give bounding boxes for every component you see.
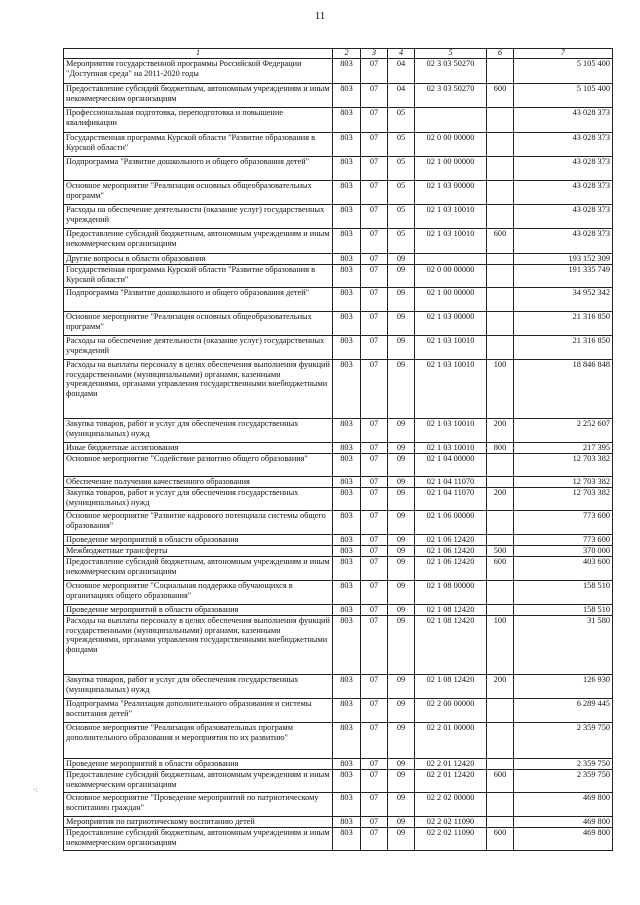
budget-item-name: Расходы на обеспечение деятельности (оказание услуг) государственных учреждений [64, 205, 333, 229]
target-article-code: 02 1 03 10010 [415, 229, 487, 254]
amount: 2 359 750 [514, 759, 613, 770]
subsection-code: 05 [388, 133, 415, 157]
amount: 773 600 [514, 535, 613, 546]
subsection-code: 04 [388, 84, 415, 108]
expense-type-code [487, 793, 514, 817]
grbs-code: 803 [333, 546, 361, 557]
column-number: 1 [64, 49, 333, 59]
subsection-code: 09 [388, 723, 415, 759]
budget-item-name: Предоставление субсидий бюджетным, автономным учреждениям и иным некоммерческим организациям [64, 770, 333, 793]
grbs-code: 803 [333, 254, 361, 265]
budget-item-name: Проведение мероприятий в области образования [64, 605, 333, 616]
subsection-code: 09 [388, 454, 415, 477]
target-article-code: 02 1 04 11070 [415, 488, 487, 511]
amount: 2 359 750 [514, 770, 613, 793]
budget-item-name: Проведение мероприятий в области образования [64, 759, 333, 770]
budget-item-name: Основное мероприятие "Реализация образовательных программ дополнительного образования и мероприятия по их развитию" [64, 723, 333, 759]
amount: 773 600 [514, 511, 613, 535]
table-row [64, 454, 613, 477]
section-code: 07 [361, 157, 388, 181]
amount: 5 105 400 [514, 84, 613, 108]
section-code: 07 [361, 229, 388, 254]
budget-item-name: Государственная программа Курской области "Развитие образования в Курской области" [64, 133, 333, 157]
expense-type-code [487, 817, 514, 828]
section-code: 07 [361, 133, 388, 157]
expense-type-code [487, 699, 514, 723]
expense-type-code [487, 511, 514, 535]
amount: 43 028 373 [514, 157, 613, 181]
expense-type-code [487, 312, 514, 336]
subsection-code: 05 [388, 205, 415, 229]
target-article-code: 02 2 01 00000 [415, 723, 487, 759]
section-code: 07 [361, 443, 388, 454]
target-article-code: 02 1 06 00000 [415, 511, 487, 535]
table-row [64, 477, 613, 488]
amount: 6 289 445 [514, 699, 613, 723]
subsection-code: 09 [388, 488, 415, 511]
column-number: 7 [514, 49, 613, 59]
grbs-code: 803 [333, 759, 361, 770]
section-code: 07 [361, 454, 388, 477]
section-code: 07 [361, 546, 388, 557]
target-article-code: 02 1 00 00000 [415, 157, 487, 181]
grbs-code: 803 [333, 454, 361, 477]
table-body [64, 59, 613, 851]
subsection-code: 09 [388, 759, 415, 770]
grbs-code: 803 [333, 133, 361, 157]
amount: 191 335 749 [514, 265, 613, 288]
expense-type-code [487, 581, 514, 605]
table-row [64, 546, 613, 557]
table-row [64, 108, 613, 133]
target-article-code: 02 0 00 00000 [415, 265, 487, 288]
expense-type-code [487, 477, 514, 488]
subsection-code: 09 [388, 511, 415, 535]
budget-item-name: Другие вопросы в области образования [64, 254, 333, 265]
target-article-code: 02 0 00 00000 [415, 133, 487, 157]
expense-type-code: 100 [487, 616, 514, 675]
grbs-code: 803 [333, 157, 361, 181]
budget-item-name: Межбюджетные трансферты [64, 546, 333, 557]
table-row [64, 581, 613, 605]
section-code: 07 [361, 759, 388, 770]
section-code: 07 [361, 488, 388, 511]
expense-type-code [487, 157, 514, 181]
subsection-code: 09 [388, 443, 415, 454]
amount: 12 703 382 [514, 477, 613, 488]
amount: 126 930 [514, 675, 613, 699]
expense-type-code: 600 [487, 84, 514, 108]
subsection-code: 09 [388, 817, 415, 828]
amount: 193 152 309 [514, 254, 613, 265]
expense-type-code: 600 [487, 557, 514, 581]
grbs-code: 803 [333, 312, 361, 336]
target-article-code: 02 1 04 00000 [415, 454, 487, 477]
grbs-code: 803 [333, 675, 361, 699]
amount: 18 846 848 [514, 360, 613, 419]
subsection-code: 09 [388, 312, 415, 336]
target-article-code: 02 1 03 10010 [415, 205, 487, 229]
amount: 403 600 [514, 557, 613, 581]
amount: 31 580 [514, 616, 613, 675]
subsection-code: 05 [388, 181, 415, 205]
grbs-code: 803 [333, 288, 361, 312]
amount: 43 028 373 [514, 205, 613, 229]
section-code: 07 [361, 84, 388, 108]
expense-type-code [487, 723, 514, 759]
budget-item-name: Основное мероприятие "Социальная поддержка обучающихся в организациях общего образования" [64, 581, 333, 605]
amount: 370 000 [514, 546, 613, 557]
table-row [64, 157, 613, 181]
budget-item-name: Расходы на выплаты персоналу в целях обеспечения выполнения функций государственными (муниципальными) органами, казенными учреждениями, органами управления государственными внебюджетными фондами [64, 616, 333, 675]
expense-type-code [487, 265, 514, 288]
table-row [64, 699, 613, 723]
subsection-code: 09 [388, 699, 415, 723]
grbs-code: 803 [333, 265, 361, 288]
subsection-code: 04 [388, 59, 415, 84]
budget-item-name: Подпрограмма "Реализация дополнительного образования и системы воспитания детей" [64, 699, 333, 723]
section-code: 07 [361, 312, 388, 336]
section-code: 07 [361, 699, 388, 723]
grbs-code: 803 [333, 477, 361, 488]
budget-item-name: Подпрограмма "Развитие дошкольного и общего образования детей" [64, 157, 333, 181]
table-row [64, 265, 613, 288]
expense-type-code [487, 535, 514, 546]
amount: 5 105 400 [514, 59, 613, 84]
expense-type-code [487, 205, 514, 229]
budget-item-name: Предоставление субсидий бюджетным, автономным учреждениям и иным некоммерческим организациям [64, 84, 333, 108]
amount: 43 028 373 [514, 181, 613, 205]
section-code: 07 [361, 477, 388, 488]
target-article-code: 02 2 02 11090 [415, 828, 487, 851]
target-article-code: 02 1 06 12420 [415, 557, 487, 581]
target-article-code: 02 1 04 11070 [415, 477, 487, 488]
section-code: 07 [361, 605, 388, 616]
subsection-code: 09 [388, 265, 415, 288]
budget-item-name: Закупка товаров, работ и услуг для обеспечения государственных (муниципальных) нужд [64, 488, 333, 511]
table-row [64, 828, 613, 851]
target-article-code: 02 1 03 10010 [415, 443, 487, 454]
subsection-code: 05 [388, 108, 415, 133]
budget-item-name: Мероприятия по патриотическому воспитанию детей [64, 817, 333, 828]
subsection-code: 09 [388, 616, 415, 675]
budget-item-name: Расходы на обеспечение деятельности (оказание услуг) государственных учреждений [64, 336, 333, 360]
table-row [64, 419, 613, 443]
subsection-code: 09 [388, 605, 415, 616]
target-article-code: 02 1 03 00000 [415, 181, 487, 205]
budget-item-name: Подпрограмма "Развитие дошкольного и общего образования детей" [64, 288, 333, 312]
amount: 469 800 [514, 793, 613, 817]
grbs-code: 803 [333, 817, 361, 828]
grbs-code: 803 [333, 419, 361, 443]
grbs-code: 803 [333, 616, 361, 675]
grbs-code: 803 [333, 205, 361, 229]
budget-item-name: Основное мероприятие "Проведение мероприятий по патриотическому воспитанию граждан" [64, 793, 333, 817]
expense-type-code [487, 133, 514, 157]
grbs-code: 803 [333, 699, 361, 723]
budget-item-name: Основное мероприятие "Содействие развитию общего образования" [64, 454, 333, 477]
target-article-code: 02 1 08 00000 [415, 581, 487, 605]
target-article-code: 02 1 03 00000 [415, 312, 487, 336]
subsection-code: 09 [388, 546, 415, 557]
table-row [64, 616, 613, 675]
subsection-code: 05 [388, 229, 415, 254]
target-article-code: 02 1 08 12420 [415, 675, 487, 699]
table-row [64, 488, 613, 511]
section-code: 07 [361, 419, 388, 443]
expense-type-code: 600 [487, 770, 514, 793]
subsection-code: 09 [388, 419, 415, 443]
table-row [64, 759, 613, 770]
budget-item-name: Обеспечение получения качественного образования [64, 477, 333, 488]
subsection-code: 09 [388, 581, 415, 605]
section-code: 07 [361, 59, 388, 84]
budget-item-name: Государственная программа Курской области "Развитие образования в Курской области" [64, 265, 333, 288]
target-article-code: 02 1 08 12420 [415, 605, 487, 616]
expense-type-code [487, 759, 514, 770]
grbs-code: 803 [333, 605, 361, 616]
table-row [64, 443, 613, 454]
grbs-code: 803 [333, 535, 361, 546]
target-article-code: 02 3 03 50270 [415, 84, 487, 108]
grbs-code: 803 [333, 59, 361, 84]
table-row [64, 205, 613, 229]
amount: 469 800 [514, 828, 613, 851]
amount: 469 800 [514, 817, 613, 828]
expense-type-code [487, 336, 514, 360]
table-row [64, 229, 613, 254]
amount: 43 028 373 [514, 108, 613, 133]
section-code: 07 [361, 723, 388, 759]
table-row [64, 723, 613, 759]
section-code: 07 [361, 511, 388, 535]
amount: 43 028 373 [514, 133, 613, 157]
grbs-code: 803 [333, 770, 361, 793]
table-row [64, 770, 613, 793]
grbs-code: 803 [333, 488, 361, 511]
expense-type-code: 500 [487, 546, 514, 557]
budget-item-name: Основное мероприятие "Реализация основных общеобразовательных программ" [64, 312, 333, 336]
target-article-code: 02 1 00 00000 [415, 288, 487, 312]
section-code: 07 [361, 181, 388, 205]
target-article-code: 02 2 01 12420 [415, 770, 487, 793]
target-article-code: 02 3 03 50270 [415, 59, 487, 84]
grbs-code: 803 [333, 108, 361, 133]
target-article-code [415, 254, 487, 265]
budget-item-name: Закупка товаров, работ и услуг для обеспечения государственных (муниципальных) нужд [64, 419, 333, 443]
target-article-code: 02 2 00 00000 [415, 699, 487, 723]
expense-type-code: 200 [487, 675, 514, 699]
expense-type-code: 600 [487, 229, 514, 254]
section-code: 07 [361, 360, 388, 419]
table-row [64, 817, 613, 828]
table-row [64, 59, 613, 84]
table-row [64, 535, 613, 546]
section-code: 07 [361, 770, 388, 793]
section-code: 07 [361, 675, 388, 699]
expense-type-code [487, 605, 514, 616]
table-row [64, 254, 613, 265]
grbs-code: 803 [333, 557, 361, 581]
section-code: 07 [361, 581, 388, 605]
subsection-code: 09 [388, 675, 415, 699]
expense-type-code: 200 [487, 419, 514, 443]
expense-type-code [487, 108, 514, 133]
subsection-code: 09 [388, 770, 415, 793]
grbs-code: 803 [333, 229, 361, 254]
section-code: 07 [361, 205, 388, 229]
budget-item-name: Профессиональная подготовка, переподготовка и повышение квалификации [64, 108, 333, 133]
subsection-code: 09 [388, 254, 415, 265]
budget-item-name: Предоставление субсидий бюджетным, автономным учреждениям и иным некоммерческим организациям [64, 828, 333, 851]
grbs-code: 803 [333, 336, 361, 360]
subsection-code: 09 [388, 288, 415, 312]
target-article-code: 02 2 01 12420 [415, 759, 487, 770]
column-number: 5 [415, 49, 487, 59]
grbs-code: 803 [333, 443, 361, 454]
subsection-code: 09 [388, 535, 415, 546]
table-row [64, 605, 613, 616]
amount: 158 510 [514, 605, 613, 616]
table-row [64, 288, 613, 312]
grbs-code: 803 [333, 581, 361, 605]
budget-item-name: Предоставление субсидий бюджетным, автономным учреждениям и иным некоммерческим организациям [64, 229, 333, 254]
target-article-code: 02 1 06 12420 [415, 535, 487, 546]
grbs-code: 803 [333, 723, 361, 759]
expense-type-code: 600 [487, 828, 514, 851]
amount: 43 028 373 [514, 229, 613, 254]
expense-type-code: 800 [487, 443, 514, 454]
amount: 2 359 750 [514, 723, 613, 759]
section-code: 07 [361, 254, 388, 265]
amount: 217 395 [514, 443, 613, 454]
amount: 158 510 [514, 581, 613, 605]
section-code: 07 [361, 288, 388, 312]
table-row [64, 84, 613, 108]
expense-type-code [487, 454, 514, 477]
budget-item-name: Иные бюджетные ассигнования [64, 443, 333, 454]
target-article-code: 02 1 03 10010 [415, 360, 487, 419]
section-code: 07 [361, 336, 388, 360]
table-row [64, 511, 613, 535]
budget-table [63, 48, 613, 851]
amount: 21 316 850 [514, 312, 613, 336]
page-number: 11 [314, 10, 326, 22]
amount: 12 703 382 [514, 454, 613, 477]
budget-item-name: Закупка товаров, работ и услуг для обеспечения государственных (муниципальных) нужд [64, 675, 333, 699]
section-code: 07 [361, 616, 388, 675]
table-row [64, 336, 613, 360]
margin-mark: ·: [33, 786, 38, 794]
budget-item-name: Проведение мероприятий в области образования [64, 535, 333, 546]
target-article-code: 02 1 03 10010 [415, 419, 487, 443]
table-row [64, 133, 613, 157]
section-code: 07 [361, 265, 388, 288]
subsection-code: 09 [388, 828, 415, 851]
grbs-code: 803 [333, 360, 361, 419]
table-row [64, 181, 613, 205]
grbs-code: 803 [333, 181, 361, 205]
grbs-code: 803 [333, 793, 361, 817]
expense-type-code [487, 288, 514, 312]
budget-item-name: Основное мероприятие "Развитие кадрового потенциала системы общего образования" [64, 511, 333, 535]
amount: 12 703 382 [514, 488, 613, 511]
column-number-row [64, 49, 613, 59]
table-row [64, 312, 613, 336]
table-row [64, 557, 613, 581]
column-number: 6 [487, 49, 514, 59]
table-row [64, 360, 613, 419]
subsection-code: 09 [388, 360, 415, 419]
budget-item-name: Основное мероприятие "Реализация основных общеобразовательных программ" [64, 181, 333, 205]
section-code: 07 [361, 817, 388, 828]
expense-type-code [487, 254, 514, 265]
grbs-code: 803 [333, 828, 361, 851]
target-article-code [415, 108, 487, 133]
budget-item-name: Расходы на выплаты персоналу в целях обеспечения выполнения функций государственными (муниципальными) органами, казенными учреждениями, органами управления государственными внебюджетными фондами [64, 360, 333, 419]
grbs-code: 803 [333, 511, 361, 535]
section-code: 07 [361, 793, 388, 817]
column-number: 3 [361, 49, 388, 59]
target-article-code: 02 2 02 00000 [415, 793, 487, 817]
column-number: 4 [388, 49, 415, 59]
target-article-code: 02 1 08 12420 [415, 616, 487, 675]
grbs-code: 803 [333, 84, 361, 108]
table-row [64, 793, 613, 817]
subsection-code: 09 [388, 793, 415, 817]
subsection-code: 05 [388, 157, 415, 181]
expense-type-code [487, 59, 514, 84]
amount: 21 316 850 [514, 336, 613, 360]
budget-item-name: Мероприятия государственной программы Российской Федерации "Доступная среда" на 2011-2020 годы [64, 59, 333, 84]
section-code: 07 [361, 557, 388, 581]
target-article-code: 02 2 02 11090 [415, 817, 487, 828]
column-number: 2 [333, 49, 361, 59]
section-code: 07 [361, 535, 388, 546]
subsection-code: 09 [388, 477, 415, 488]
amount: 34 952 342 [514, 288, 613, 312]
subsection-code: 09 [388, 336, 415, 360]
target-article-code: 02 1 06 12420 [415, 546, 487, 557]
amount: 2 252 607 [514, 419, 613, 443]
target-article-code: 02 1 03 10010 [415, 336, 487, 360]
section-code: 07 [361, 828, 388, 851]
budget-item-name: Предоставление субсидий бюджетным, автономным учреждениям и иным некоммерческим организациям [64, 557, 333, 581]
table-row [64, 675, 613, 699]
section-code: 07 [361, 108, 388, 133]
expense-type-code: 100 [487, 360, 514, 419]
expense-type-code: 200 [487, 488, 514, 511]
subsection-code: 09 [388, 557, 415, 581]
expense-type-code [487, 181, 514, 205]
